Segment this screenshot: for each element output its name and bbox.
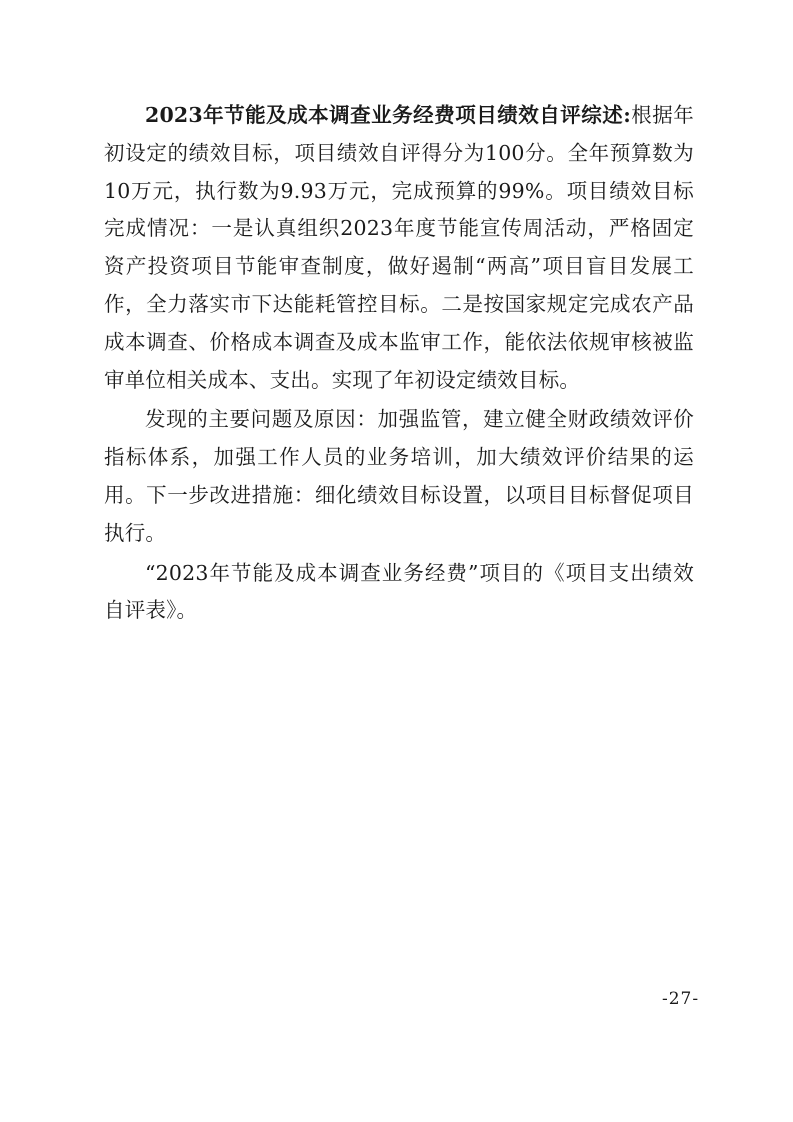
summary-paragraph xyxy=(104,97,694,399)
attachment-paragraph xyxy=(104,555,694,631)
issues-text: 发现的主要问题及原因：加强监管，建立健全财政绩效评价指标体系，加强工作人员的业务培训，加大绩效评价结果的运用。下一步改进措施：细化绩效目标设置，以项目目标督促项目执行。 xyxy=(104,407,694,545)
issues-paragraph xyxy=(104,401,694,552)
attachment-text: “2023年节能及成本调查业务经费”项目的《项目支出绩效自评表》。 xyxy=(104,560,694,623)
summary-heading: 2023年节能及成本调查业务经费项目绩效自评综述: xyxy=(145,103,631,127)
page-number: -27- xyxy=(662,989,700,1009)
document-body xyxy=(104,97,694,630)
summary-text: 根据年初设定的绩效目标，项目绩效自评得分为100分。全年预算数为10万元，执行数为9.93万元，完成预算的99%。项目绩效目标完成情况：一是认真组织2023年度节能宣传周活动，严格固定资产投资项目节能审查制度，做好遏制“两高”项目盲目发展工作，全力落实市下达能耗管控目标。二是按国家规定完成农产品成本调查、价格成本调查及成本监审工作，能依法依规审核被监审单位相关成本、支出。实现了年初设定绩效目标。 xyxy=(104,103,694,392)
